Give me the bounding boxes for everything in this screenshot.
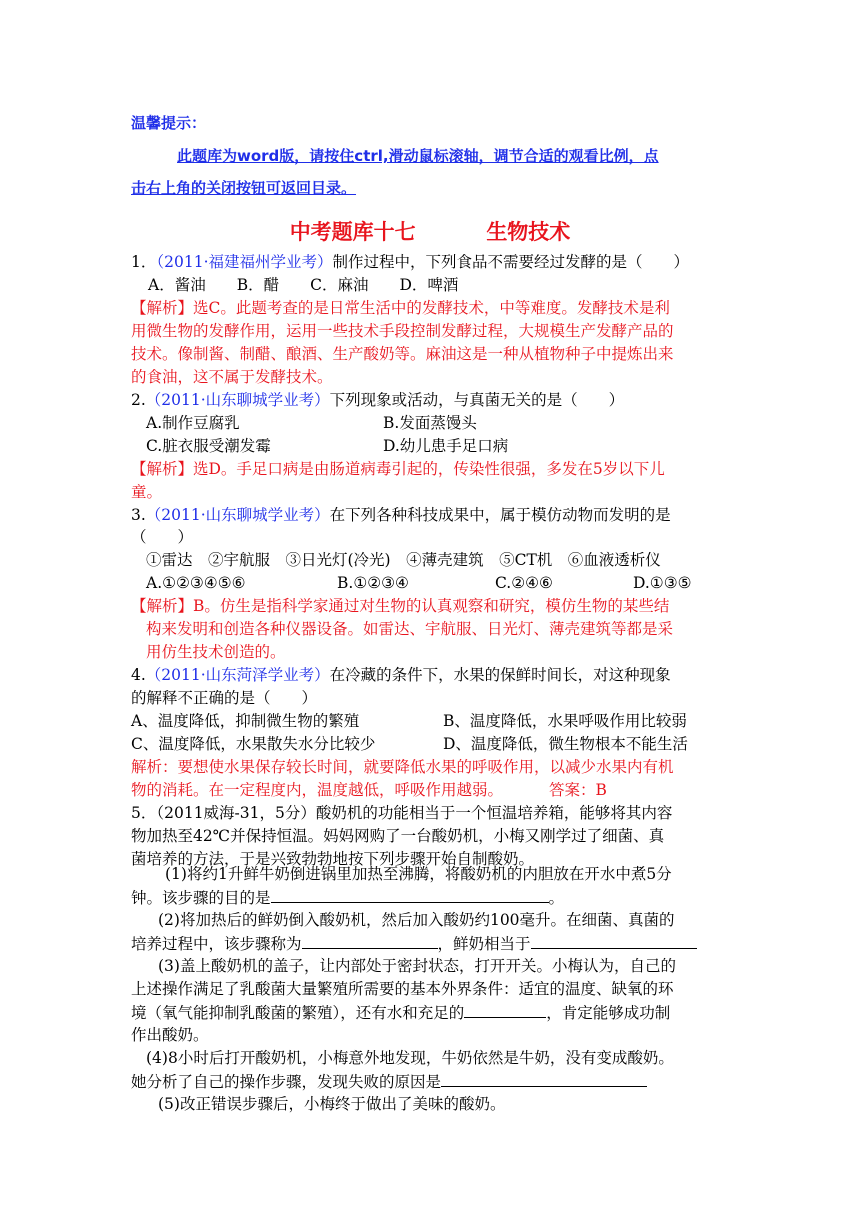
q1-stem: 制作过程中，下列食品不需要经过发酵的是（ ） [332, 253, 690, 271]
q5-step2-a: (2)将加热后的鲜奶倒入酸奶机，然后加入酸奶约100毫升。在细菌、真菌的 [158, 911, 675, 929]
q2-stem: 下列现象或活动，与真菌无关的是（ ） [329, 391, 625, 409]
q5-line-1: 5．（2011威海-31，5分）酸奶机的功能相当于一个恒温培养箱，能够将其内容 [131, 804, 673, 822]
answer-blank-1[interactable] [271, 886, 549, 903]
q2-option-b: B.发面蒸馒头 [383, 414, 477, 432]
title-left: 中考题库十七 [289, 220, 416, 244]
q5-step4-b: 她分析了自己的操作步骤，发现失败的原因是 [131, 1073, 442, 1091]
q2-number: 2. [131, 391, 146, 409]
q2-analysis-1: 【解析】选D。手足口病是由肠道病毒引起的，传染性很强，多发在5岁以下儿 [131, 460, 665, 478]
q2-option-c: C.脏衣服受潮发霉 [146, 437, 271, 455]
q3-analysis-1: 【解析】B。仿生是指科学家通过对生物的认真观察和研究，模仿生物的某些结 [131, 597, 670, 615]
q4-stem-line [131, 664, 743, 686]
tip-line-2: 击右上角的关闭按钮可返回目录。 [131, 179, 357, 197]
q5-step2-b: 培养过程中，该步骤称为 [131, 935, 302, 953]
q4-number: 4. [131, 666, 146, 684]
q3-paren: （ ） [131, 528, 194, 546]
q4-stem-2: 的解释不正确的是（ ） [131, 689, 318, 707]
q5-step1-b-line [131, 886, 743, 909]
answer-blank-4[interactable] [464, 1001, 546, 1018]
q5-line-2: 物加热至42℃并保持恒温。妈妈网购了一台酸奶机，小梅又刚学过了细菌、真 [131, 827, 665, 845]
answer-blank-2[interactable] [302, 932, 438, 949]
title-right: 生物技术 [486, 220, 571, 244]
q4-answer: 答案：B [549, 781, 607, 799]
answer-blank-5[interactable] [441, 1070, 647, 1087]
q3-stem: 在下列各种科技成果中，属于模仿动物而发明的是 [329, 506, 671, 524]
q5-step4-a: (4)8小时后打开酸奶机，小梅意外地发现，牛奶依然是牛奶，没有变成酸奶。 [146, 1049, 674, 1067]
q2-stem-line [131, 389, 743, 411]
q2-option-a: A.制作豆腐乳 [146, 414, 240, 432]
q2-option-d: D.幼儿患手足口病 [383, 437, 509, 455]
q1-analysis-2: 用微生物的发酵作用，运用一些技术手段控制发酵过程，大规模生产发酵产品的 [131, 322, 674, 340]
q4-analysis-2-line [131, 779, 743, 801]
q4-analysis-1: 解析：要想使水果保存较长时间，就要降低水果的呼吸作用，以减少水果内有机 [131, 758, 674, 776]
q3-option-b: B.①②③④ [337, 574, 409, 592]
q5-step3-c: 境（氧气能抑制乳酸菌的繁殖），还有水和充足的 [131, 1004, 465, 1022]
tip-line-1: 此题库为word版，请按住ctrl,滑动鼠标滚轴，调节合适的观看比例，点 [177, 147, 659, 165]
q5-step1-end: 。 [548, 889, 565, 907]
q3-number: 3. [131, 506, 146, 524]
q5-step1-b: 钟。该步骤的目的是 [131, 889, 271, 907]
q1-source: （2011·福建福州学业考） [156, 253, 333, 271]
q4-option-c: C、温度降低，水果散失水分比较少 [131, 735, 376, 753]
q5-step3-a: (3)盖上酸奶机的盖子，让内部处于密封状态，打开开关。小梅认为，自己的 [158, 957, 676, 975]
q5-step5: (5)改正错误步骤后，小梅终于做出了美味的酸奶。 [158, 1095, 506, 1113]
q3-items: ①雷达 ②宇航服 ③日光灯(冷光) ④薄壳建筑 ⑤CT机 ⑥血液透析仪 [146, 551, 661, 569]
q3-analysis-2: 构来发明和创造各种仪器设备。如雷达、宇航服、日光灯、薄壳建筑等都是采 [146, 620, 674, 638]
q1-analysis-3: 技术。像制酱、制醋、酿酒、生产酸奶等。麻油这是一种从植物种子中提炼出来 [131, 345, 674, 363]
q3-option-a: A.①②③④⑤⑥ [146, 574, 246, 592]
q5-step3-b: 上述操作满足了乳酸菌大量繁殖所需要的基本外界条件：适宜的温度、缺氧的环 [131, 980, 674, 998]
q5-step2-b-line [131, 932, 743, 955]
q4-source: （2011·山东菏泽学业考） [145, 666, 330, 684]
q5-step4-b-line [131, 1070, 743, 1093]
q3-analysis-3: 用仿生技术创造的。 [146, 643, 286, 661]
answer-blank-3[interactable] [531, 932, 697, 949]
q5-step3-c-line [131, 1001, 743, 1024]
q5-step3-d: ，肯定能够成功制 [546, 1004, 671, 1022]
q2-analysis-2: 童。 [131, 483, 163, 501]
q4-stem-1: 在冷藏的条件下，水果的保鲜时间长，对这种现象 [329, 666, 671, 684]
q5-step1-a: (1)将约1升鲜牛奶倒进锅里加热至沸腾，将酸奶机的内胆放在开水中煮5分 [165, 865, 672, 883]
tip-title: 温馨提示： [131, 114, 207, 132]
q3-source: （2011·山东聊城学业考） [145, 506, 330, 524]
q1-stem-line [131, 251, 743, 273]
q1-options: A．酱油 B．醋 C．麻油 D．啤酒 [148, 276, 459, 294]
q1-number: 1． [131, 253, 157, 271]
q3-stem-line [131, 504, 743, 526]
q1-analysis-4: 的食油，这不属于发酵技术。 [131, 368, 333, 386]
q4-analysis-2: 物的消耗。在一定程度内，温度越低，呼吸作用越弱。 [131, 781, 504, 799]
q5-line-3: 菌培养的方法，于是兴致勃勃地按下列步骤开始自制酸奶。 [131, 850, 535, 868]
page-title [0, 216, 860, 246]
q5-step3-e: 作出酸奶。 [131, 1026, 209, 1044]
q2-source: （2011·山东聊城学业考） [145, 391, 330, 409]
q1-analysis-1: 【解析】选C。此题考查的是日常生活中的发酵技术，中等难度。发酵技术是利 [131, 299, 670, 317]
q4-option-d: D、温度降低，微生物根本不能生活 [443, 735, 688, 753]
q4-option-a: A、温度降低，抑制微生物的繁殖 [131, 712, 360, 730]
q3-option-d: D.①③⑤ [633, 574, 692, 592]
q3-option-c: C.②④⑥ [495, 574, 553, 592]
q4-option-b: B、温度降低，水果呼吸作用比较弱 [443, 712, 687, 730]
q5-step2-c: ，鲜奶相当于 [437, 935, 531, 953]
